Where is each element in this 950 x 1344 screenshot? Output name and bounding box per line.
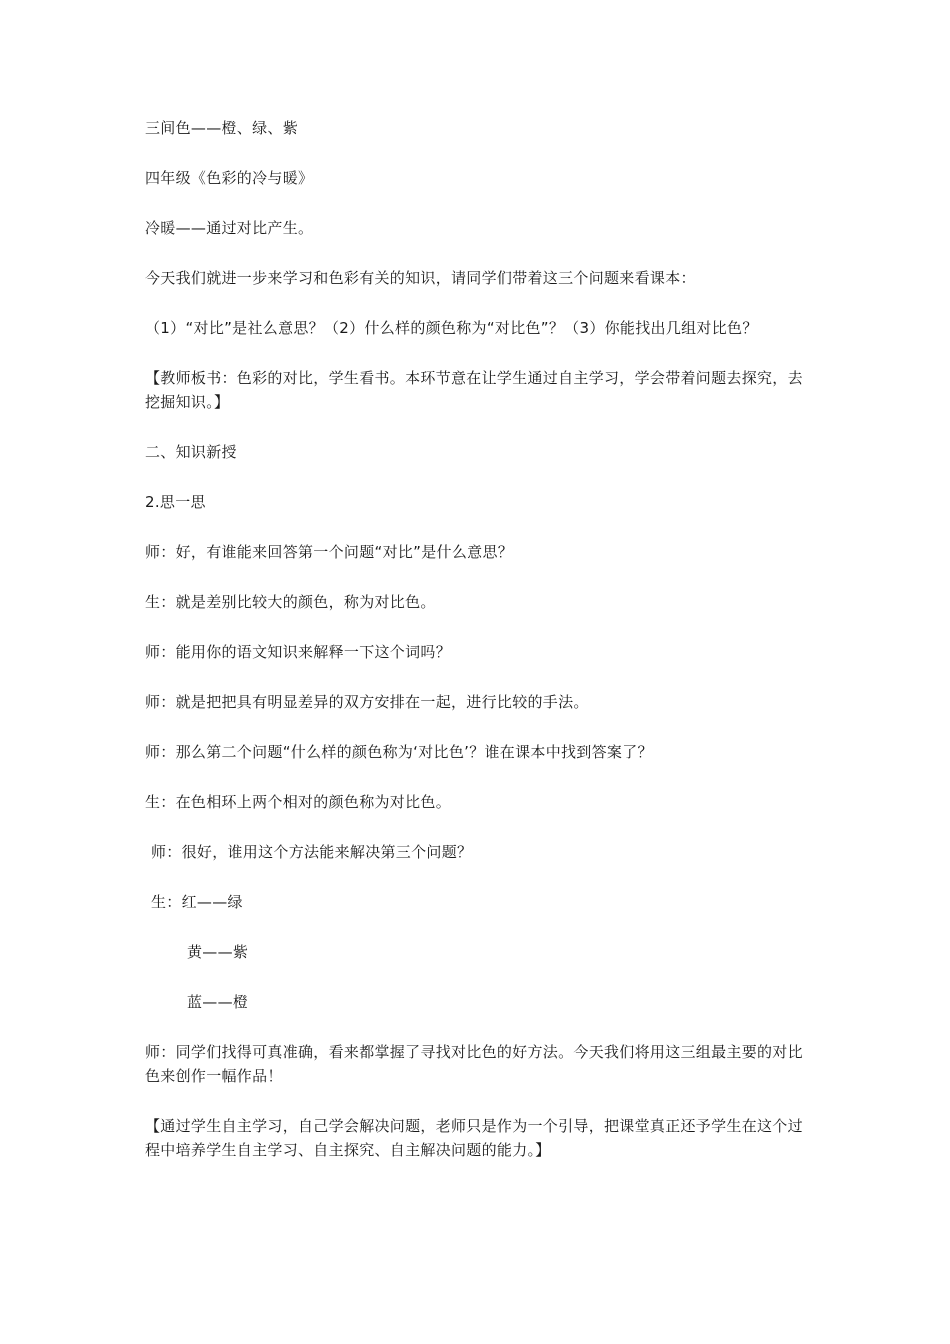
paragraph-intro: 今天我们就进一步来学习和色彩有关的知识，请同学们带着这三个问题来看课本：: [145, 269, 696, 287]
dialogue-line: 生：就是差别比较大的颜色，称为对比色。: [145, 593, 436, 611]
dialogue-line: 师：能用你的语文知识来解释一下这个词吗？: [145, 643, 452, 661]
document-body: [145, 116, 810, 1188]
paragraph-board-note: 【教师板书：色彩的对比，学生看书。本环节意在让学生通过自主学习，学会带着问题去探究，去挖掘知识。】: [145, 369, 803, 411]
paragraph-warm-cold: 冷暖——通过对比产生。: [145, 219, 314, 237]
dialogue-line: 师：很好，谁用这个方法能来解决第三个问题？: [151, 843, 473, 861]
dialogue-line: 师：就是把把具有明显差异的双方安排在一起，进行比较的手法。: [145, 693, 589, 711]
paragraph-secondary-colors: 三间色——橙、绿、紫: [145, 119, 299, 137]
dialogue-line-conclusion: 师：同学们找得可真准确，看来都掌握了寻找对比色的好方法。今天我们将用这三组最主要的对比色来创作一幅作品！: [145, 1043, 803, 1085]
dialogue-line: 师：那么第二个问题“什么样的颜色称为‘对比色’？谁在课本中找到答案了？: [145, 743, 653, 761]
paragraph-three-questions: （1）“对比”是社么意思？（2）什么样的颜色称为“对比色”？（3）你能找出几组对比色？: [145, 319, 758, 337]
dialogue-line: 生：在色相环上两个相对的颜色称为对比色。: [145, 793, 452, 811]
subsection-heading-think: 2.思一思: [145, 493, 206, 511]
contrast-pair-blue-orange: 蓝——橙: [187, 993, 249, 1011]
dialogue-line: 师：好，有谁能来回答第一个问题“对比”是什么意思？: [145, 543, 514, 561]
section-heading-new-knowledge: 二、知识新授: [145, 443, 237, 461]
paragraph-lesson-title: 四年级《色彩的冷与暖》: [145, 169, 314, 187]
paragraph-teaching-note: 【通过学生自主学习，自己学会解决问题，老师只是作为一个引导，把课堂真正还予学生在这个过程中培养学生自主学习、自主探究、自主解决问题的能力。】: [145, 1117, 803, 1159]
contrast-pair-red-green: 生：红——绿: [151, 893, 243, 911]
contrast-pair-yellow-purple: 黄——紫: [187, 943, 249, 961]
